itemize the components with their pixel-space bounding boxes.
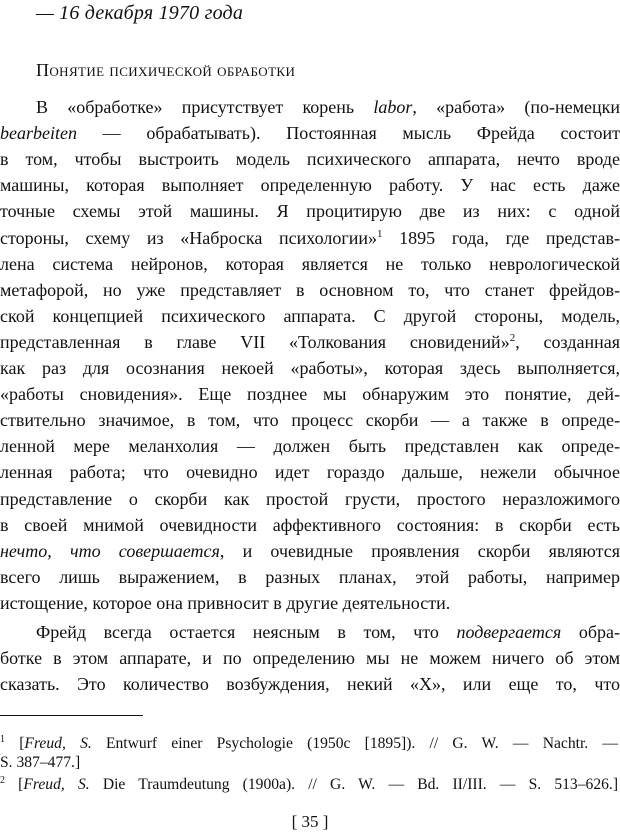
text-run: ботке в этом аппарате, и по определению мы не можем ничего об этом	[0, 648, 620, 669]
text-run: Entwurf einer Psychologie (1950c [1895]). // G. W. — Nachtr. —	[91, 735, 618, 752]
text-run: ской концепцией психического аппарата. С другой стороны, модель,	[0, 305, 620, 326]
text-run: [	[5, 735, 25, 752]
text-run: В «обработке» присутствует корень	[36, 97, 374, 117]
text-line	[0, 172, 620, 198]
text-run: — обрабатывать). Постоянная мысль Фрейда состоит	[76, 123, 620, 144]
text-run: лена система нейронов, которая является не только неврологической	[0, 253, 620, 274]
text-run: Die Traumdeutung (1900a). // G. W. — Bd. II/III. — S. 513–626.]	[89, 776, 619, 793]
text-run: стороны, схему из «Наброска психологии»	[0, 227, 377, 248]
text-run: нечто, что совершается	[0, 540, 220, 561]
footnote-separator	[0, 715, 143, 716]
footnote-line	[0, 752, 80, 774]
text-line	[36, 619, 620, 645]
text-line	[0, 329, 620, 355]
text-line	[0, 225, 620, 251]
text-run: точные схемы этой машины. Я процитирую две из них: с одной	[0, 201, 620, 222]
text-line	[0, 251, 620, 277]
text-run: обра-	[561, 622, 620, 642]
text-line	[0, 645, 620, 671]
text-run: Freud, S.	[24, 735, 92, 752]
text-run: bearbeiten	[0, 123, 77, 144]
text-run: , созданная	[515, 331, 620, 352]
text-run: labor	[373, 97, 413, 117]
text-run: в своей мнимой очевидности аффективного состояния: в скорби есть	[0, 514, 620, 535]
text-run: «работы сновидения». Еще позднее мы обнаружим это понятие, дей-	[0, 384, 620, 405]
text-run: , и очевидные проявления скорби являются	[219, 540, 620, 561]
text-run: S. 387–477.]	[0, 754, 81, 771]
text-line	[0, 459, 620, 485]
text-line	[0, 564, 620, 590]
text-line	[0, 198, 620, 224]
text-run: представление о скорби как простой грусти, простого неразложимого	[0, 488, 620, 509]
page-number: [ 35 ]	[291, 812, 329, 831]
footnote-ref: 1	[0, 734, 5, 745]
text-run: 1895 года, где представ-	[382, 227, 620, 248]
text-run: сказать. Это количество возбуждения, некий «X», или еще то, что	[0, 674, 620, 695]
lecture-date: — 16 декабря 1970 года	[36, 2, 244, 24]
text-run: истощение, которое она привносит в другие деятельности.	[0, 592, 451, 613]
section-heading: Понятие психической обработки	[36, 60, 296, 80]
text-run: машины, которая выполняет определенную работу. У нас есть даже	[0, 175, 620, 196]
text-line	[0, 277, 620, 303]
text-line	[0, 381, 620, 407]
text-run: , «работа» (по-немецки	[412, 97, 620, 117]
text-run: всего лишь выражением, в разных планах, этой работы, например	[0, 566, 620, 587]
text-line	[0, 146, 620, 172]
text-run: как раз для осознания некоей «работы», которая здесь выполняется,	[0, 358, 620, 378]
text-line	[0, 355, 620, 381]
text-line	[0, 512, 620, 538]
text-line	[0, 433, 620, 459]
text-line	[36, 94, 620, 120]
text-run: ленная работа; что очевидно идет гораздо дальше, нежели обычное	[0, 462, 620, 483]
text-run: представленная в главе VII «Толкования сновидений»	[0, 331, 510, 352]
text-line	[0, 486, 620, 512]
text-run: [	[5, 776, 24, 793]
text-line	[0, 407, 620, 433]
text-run: ствительно значимое, в том, что процесс скорби — а также в опреде-	[0, 410, 620, 431]
footnote-ref: 2	[0, 775, 5, 786]
text-line	[0, 671, 620, 697]
text-line	[0, 120, 620, 146]
text-run: ленной мере меланхолия — должен быть представлен как опреде-	[0, 436, 620, 457]
footnote-ref: 1	[376, 227, 383, 240]
text-run: подвергается	[456, 622, 562, 642]
text-line	[0, 303, 620, 329]
text-line	[0, 538, 620, 564]
footnote-ref: 2	[509, 331, 516, 344]
text-run: метафорой, но уже представляет в основном то, что станет фрейдов-	[0, 279, 620, 300]
text-line	[0, 590, 450, 616]
footnote-line	[0, 733, 618, 755]
text-run: Фрейд всегда остается неясным в том, что	[36, 622, 457, 642]
text-run: в том, чтобы выстроить модель психического аппарата, нечто вроде	[0, 149, 620, 170]
text-run: Freud, S.	[23, 776, 90, 793]
footnote-line	[0, 774, 618, 796]
